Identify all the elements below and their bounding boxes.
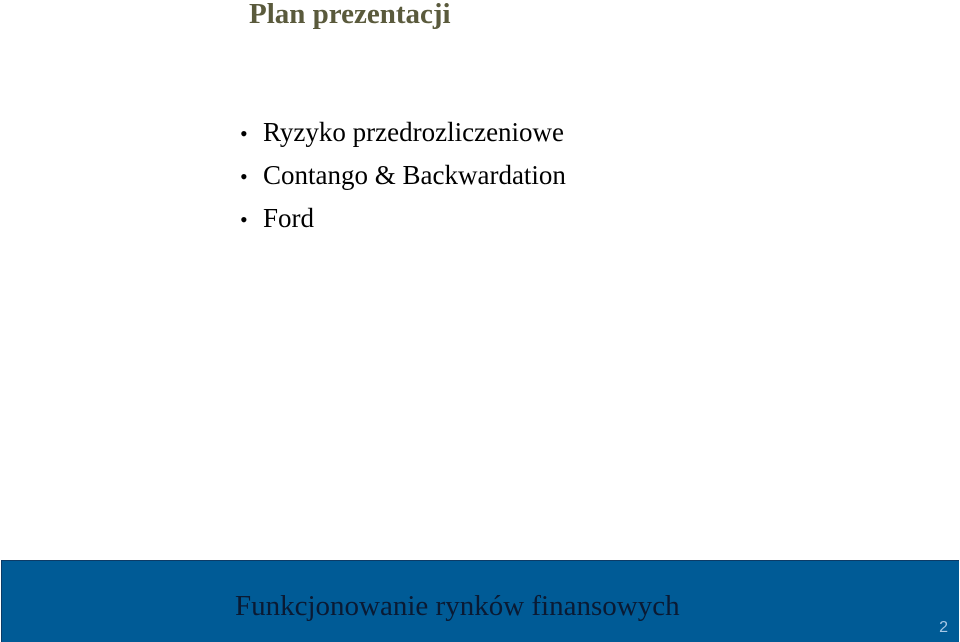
bullet-icon: • [240, 164, 248, 189]
footer-title: Funkcjonowanie rynków finansowych [235, 590, 680, 622]
bullet-text: Ryzyko przedrozliczeniowe [263, 117, 565, 147]
page-number: 2 [939, 619, 948, 636]
bullet-item-contango [240, 157, 566, 200]
bullet-item-presettlement-risk [240, 114, 566, 157]
bullet-text: Contango & Backwardation [263, 160, 566, 190]
bullet-icon: • [240, 207, 248, 232]
bullet-item-ford [240, 200, 566, 243]
slide-title: Plan prezentacji [249, 0, 451, 30]
bullet-icon: • [240, 121, 248, 146]
bullet-text: Ford [263, 203, 315, 233]
bullet-list [240, 114, 566, 243]
